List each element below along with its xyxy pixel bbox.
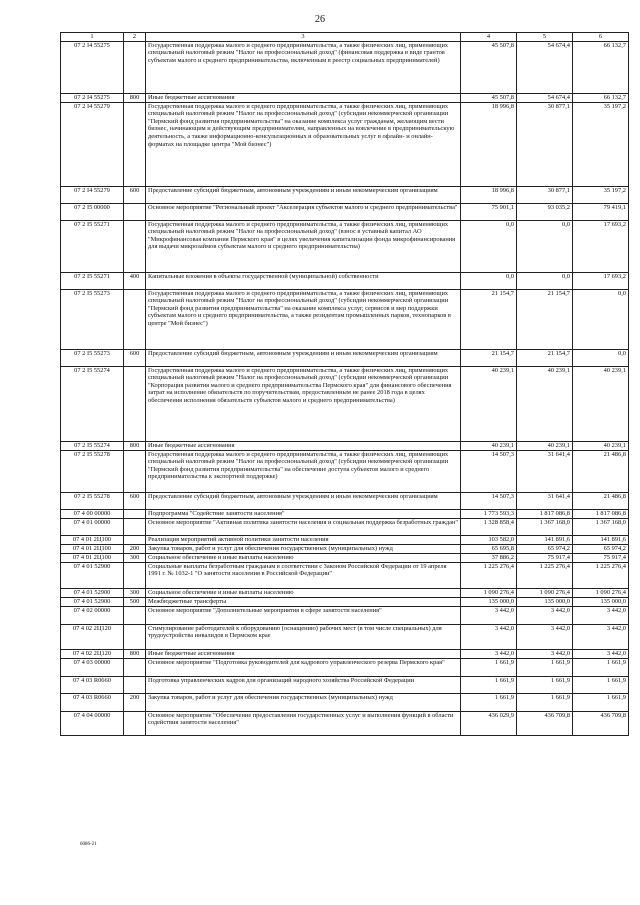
table-row (61, 606, 629, 624)
row-value-2: 1 661,9 (517, 693, 573, 711)
row-code: 07 4 01 00000 (61, 518, 124, 535)
row-value-3: 75 917,4 (573, 553, 629, 562)
row-value-3: 3 442,0 (573, 606, 629, 624)
row-expense-type: 200 (124, 693, 146, 711)
row-value-2: 40 239,1 (517, 366, 573, 441)
row-value-3: 17 693,2 (573, 272, 629, 289)
row-name: Государственная поддержка малого и среднего предпринимательства, а также физических лиц, применяющих специальный налоговый режим "Налог на профессиональный доход" (субсидии некоммерческой организации "Пермский фонд развития предпринимательства" на обеспечение доступа субъектов малого и среднего предпринимательства к экспортной поддержке) (146, 450, 461, 492)
row-expense-type: 300 (124, 553, 146, 562)
row-code: 07 4 00 00000 (61, 509, 124, 518)
row-value-2: 0,0 (517, 272, 573, 289)
row-code: 07 2 I5 55274 (61, 366, 124, 441)
row-name: Основное мероприятие "Обеспечение предоставления государственных услуг и выполнения функций в области содействия занятости населения" (146, 711, 461, 735)
table-row (61, 518, 629, 535)
row-value-3: 1 225 276,4 (573, 562, 629, 588)
row-expense-type (124, 518, 146, 535)
row-value-2: 436 709,8 (517, 711, 573, 735)
row-value-3: 40 239,1 (573, 441, 629, 450)
row-code: 07 2 I5 55273 (61, 289, 124, 349)
table-row (61, 349, 629, 366)
row-expense-type: 600 (124, 492, 146, 509)
row-value-1: 0,0 (461, 220, 517, 272)
row-value-1: 1 661,9 (461, 693, 517, 711)
table-row (61, 220, 629, 272)
row-expense-type (124, 624, 146, 649)
row-expense-type (124, 41, 146, 93)
table-row (61, 41, 629, 93)
row-value-1: 65 695,8 (461, 544, 517, 553)
row-name: Предоставление субсидий бюджетным, автономным учреждениям и иным некоммерческим организациям (146, 349, 461, 366)
column-header: 1 (61, 33, 124, 42)
row-value-2: 3 442,0 (517, 649, 573, 658)
row-value-3: 40 239,1 (573, 366, 629, 441)
row-expense-type (124, 203, 146, 220)
page-number: 26 (315, 14, 325, 25)
row-code: 07 4 03 00000 (61, 658, 124, 676)
row-value-1: 75 901,1 (461, 203, 517, 220)
column-header: 2 (124, 33, 146, 42)
table-row (61, 509, 629, 518)
row-code: 07 4 03 R0660 (61, 693, 124, 711)
row-expense-type (124, 220, 146, 272)
row-value-2: 31 641,4 (517, 492, 573, 509)
row-value-2: 30 877,1 (517, 186, 573, 203)
row-name: Государственная поддержка малого и среднего предпринимательства, а также физических лиц, применяющих специальный налоговый режим "Налог на профессиональный доход" (субсидии некоммерческой организации "Пермский фонд развития предпринимательства" на оказание комплекса услуг гражданам, желающим вести бизнес, начинающим и действующим предпринимателям, направленных на вовлечение в предпринимательскую деятельность, а также информационно-консультационных и образовательных услуг в офлайн- и онлайн-форматах на площадке центра "Мой бизнес") (146, 102, 461, 186)
row-value-2: 1 661,9 (517, 676, 573, 693)
table-row (61, 544, 629, 553)
table-row (61, 93, 629, 102)
row-name: Государственная поддержка малого и среднего предпринимательства, а также физических лиц, применяющих специальный налоговый режим "Налог на профессиональный доход" (субсидии некоммерческой организации "Корпорация развития малого и среднего предпринимательства Пермского края" для финансового обеспечения затрат на исполнение обязательств по поручительствам, предоставленным не ранее 2018 года в целях обеспечения исполнения обязательств субъектов малого и среднего предпринимательства) (146, 366, 461, 441)
row-value-3: 141 891,6 (573, 535, 629, 544)
row-value-1: 3 442,0 (461, 606, 517, 624)
row-value-3: 35 197,2 (573, 102, 629, 186)
row-value-2: 3 442,0 (517, 606, 573, 624)
row-value-2: 65 974,2 (517, 544, 573, 553)
row-code: 07 2 I5 55278 (61, 450, 124, 492)
row-code: 07 2 I4 55275 (61, 93, 124, 102)
row-value-1: 135 000,0 (461, 597, 517, 606)
document-code: 6086-21 (80, 842, 97, 847)
row-name: Социальное обеспечение и иные выплаты населению (146, 588, 461, 597)
row-name: Иные бюджетные ассигнования (146, 649, 461, 658)
row-name: Закупка товаров, работ и услуг для обеспечения государственных (муниципальных) нужд (146, 693, 461, 711)
table-row (61, 535, 629, 544)
row-code: 07 4 01 2Ц100 (61, 535, 124, 544)
row-code: 07 4 02 2Ц120 (61, 649, 124, 658)
table-row (61, 597, 629, 606)
row-name: Основное мероприятие "Подготовка руководителей для кадрового управленческого резерва Пермского края" (146, 658, 461, 676)
row-name: Иные бюджетные ассигнования (146, 93, 461, 102)
row-value-3: 1 661,9 (573, 658, 629, 676)
row-code: 07 2 I5 00000 (61, 203, 124, 220)
row-expense-type (124, 535, 146, 544)
row-expense-type (124, 289, 146, 349)
row-value-1: 21 154,7 (461, 289, 517, 349)
row-value-1: 0,0 (461, 272, 517, 289)
row-value-2: 75 917,4 (517, 553, 573, 562)
row-expense-type: 500 (124, 597, 146, 606)
row-code: 07 4 01 52900 (61, 588, 124, 597)
row-name: Реализация мероприятий активной политики занятости населения (146, 535, 461, 544)
row-expense-type: 300 (124, 588, 146, 597)
row-value-1: 21 154,7 (461, 349, 517, 366)
row-code: 07 2 I4 55279 (61, 186, 124, 203)
table-row (61, 624, 629, 649)
row-value-3: 135 000,0 (573, 597, 629, 606)
row-value-1: 40 239,1 (461, 441, 517, 450)
row-value-2: 93 035,2 (517, 203, 573, 220)
row-code: 07 4 02 2Ц120 (61, 624, 124, 649)
row-value-1: 1 773 593,3 (461, 509, 517, 518)
row-expense-type: 800 (124, 93, 146, 102)
row-expense-type (124, 606, 146, 624)
table-row (61, 102, 629, 186)
row-value-3: 1 090 276,4 (573, 588, 629, 597)
row-value-1: 1 661,9 (461, 676, 517, 693)
row-code: 07 2 I4 55275 (61, 41, 124, 93)
row-name: Стимулирование работодателей к оборудованию (оснащению) рабочих мест (в том числе специальных) для трудоустройства инвалидов в Пермском крае (146, 624, 461, 649)
column-header: 4 (461, 33, 517, 42)
row-value-2: 1 367 168,0 (517, 518, 573, 535)
row-value-3: 21 486,8 (573, 492, 629, 509)
row-code: 07 2 I5 55271 (61, 272, 124, 289)
row-value-1: 1 090 276,4 (461, 588, 517, 597)
row-name: Межбюджетные трансферты (146, 597, 461, 606)
row-name: Основное мероприятие "Активная политика занятости населения и социальная поддержка безработных граждан" (146, 518, 461, 535)
row-value-3: 1 817 086,8 (573, 509, 629, 518)
row-value-2: 3 442,0 (517, 624, 573, 649)
row-value-1: 45 507,8 (461, 41, 517, 93)
table-row (61, 272, 629, 289)
row-code: 07 4 01 52900 (61, 597, 124, 606)
table-row (61, 658, 629, 676)
row-value-2: 141 891,6 (517, 535, 573, 544)
row-value-3: 66 132,7 (573, 41, 629, 93)
row-value-2: 1 090 276,4 (517, 588, 573, 597)
row-expense-type (124, 676, 146, 693)
row-expense-type (124, 509, 146, 518)
table-header-row (61, 33, 629, 42)
table-row (61, 289, 629, 349)
row-name: Социальное обеспечение и иные выплаты населению (146, 553, 461, 562)
table-row (61, 441, 629, 450)
row-value-1: 37 886,2 (461, 553, 517, 562)
table-row (61, 588, 629, 597)
row-value-1: 1 661,9 (461, 658, 517, 676)
table-body (61, 41, 629, 735)
table-row (61, 693, 629, 711)
table-row (61, 553, 629, 562)
row-value-2: 54 674,4 (517, 41, 573, 93)
row-value-3: 17 693,2 (573, 220, 629, 272)
row-name: Предоставление субсидий бюджетным, автономным учреждениям и иным некоммерческим организациям (146, 492, 461, 509)
row-value-1: 103 582,0 (461, 535, 517, 544)
row-expense-type: 600 (124, 186, 146, 203)
table-row (61, 676, 629, 693)
column-header: 3 (146, 33, 461, 42)
row-expense-type: 800 (124, 441, 146, 450)
row-expense-type: 400 (124, 272, 146, 289)
row-value-1: 436 029,9 (461, 711, 517, 735)
row-name: Иные бюджетные ассигнования (146, 441, 461, 450)
table-row (61, 186, 629, 203)
row-value-2: 30 877,1 (517, 102, 573, 186)
column-header: 6 (573, 33, 629, 42)
row-value-2: 1 817 086,8 (517, 509, 573, 518)
table-row (61, 562, 629, 588)
row-expense-type (124, 562, 146, 588)
row-code: 07 4 02 00000 (61, 606, 124, 624)
row-name: Социальные выплаты безработным гражданам в соответствии с Законом Российской Федерации от 19 апреля 1991 г. № 1032-1 "О занятости населения в Российской Федерации" (146, 562, 461, 588)
row-value-2: 40 239,1 (517, 441, 573, 450)
row-code: 07 2 I5 55274 (61, 441, 124, 450)
row-code: 07 2 I5 55278 (61, 492, 124, 509)
row-value-3: 21 486,8 (573, 450, 629, 492)
row-value-1: 18 996,8 (461, 186, 517, 203)
row-value-2: 31 641,4 (517, 450, 573, 492)
row-name: Подпрограмма "Содействие занятости населения" (146, 509, 461, 518)
row-expense-type: 200 (124, 544, 146, 553)
row-expense-type: 800 (124, 649, 146, 658)
row-code: 07 4 01 2Ц100 (61, 544, 124, 553)
row-expense-type (124, 450, 146, 492)
row-name: Основное мероприятие "Региональный проект "Акселерация субъектов малого и среднего предпринимательства" (146, 203, 461, 220)
table-row (61, 711, 629, 735)
row-code: 07 4 04 00000 (61, 711, 124, 735)
row-value-2: 135 000,0 (517, 597, 573, 606)
row-value-3: 79 419,1 (573, 203, 629, 220)
row-value-1: 14 507,3 (461, 450, 517, 492)
row-value-2: 1 225 276,4 (517, 562, 573, 588)
row-name: Капитальные вложения в объекты государственной (муниципальной) собственности (146, 272, 461, 289)
row-value-3: 436 709,8 (573, 711, 629, 735)
row-value-2: 21 154,7 (517, 349, 573, 366)
row-expense-type (124, 102, 146, 186)
row-value-2: 21 154,7 (517, 289, 573, 349)
row-expense-type (124, 658, 146, 676)
table-row (61, 450, 629, 492)
row-expense-type: 600 (124, 349, 146, 366)
row-name: Основное мероприятие "Дополнительные мероприятия в сфере занятости населения" (146, 606, 461, 624)
row-value-1: 1 225 276,4 (461, 562, 517, 588)
row-value-1: 3 442,0 (461, 649, 517, 658)
row-value-3: 1 367 168,0 (573, 518, 629, 535)
row-value-3: 3 442,0 (573, 624, 629, 649)
table-row (61, 649, 629, 658)
row-code: 07 2 I5 55273 (61, 349, 124, 366)
row-value-3: 1 661,9 (573, 693, 629, 711)
row-code: 07 4 03 R0660 (61, 676, 124, 693)
row-value-3: 66 132,7 (573, 93, 629, 102)
row-value-3: 3 442,0 (573, 649, 629, 658)
row-value-2: 1 661,9 (517, 658, 573, 676)
row-value-3: 65 974,2 (573, 544, 629, 553)
table-row (61, 366, 629, 441)
row-value-3: 35 197,2 (573, 186, 629, 203)
budget-table (60, 32, 629, 736)
row-value-2: 54 674,4 (517, 93, 573, 102)
row-value-3: 0,0 (573, 289, 629, 349)
row-code: 07 2 I4 55279 (61, 102, 124, 186)
row-expense-type (124, 711, 146, 735)
row-value-1: 45 507,8 (461, 93, 517, 102)
row-code: 07 4 01 2Ц100 (61, 553, 124, 562)
row-value-2: 0,0 (517, 220, 573, 272)
row-expense-type (124, 366, 146, 441)
row-value-3: 1 661,9 (573, 676, 629, 693)
row-code: 07 2 I5 55271 (61, 220, 124, 272)
row-value-1: 40 239,1 (461, 366, 517, 441)
row-name: Государственная поддержка малого и среднего предпринимательства, а также физических лиц, применяющих специальный налоговый режим "Налог на профессиональный доход" (финансовая поддержка в виде грантов субъектам малого и среднего предпринимательства, включенным в реестр социальных предпринимателей) (146, 41, 461, 93)
row-name: Закупка товаров, работ и услуг для обеспечения государственных (муниципальных) нужд (146, 544, 461, 553)
row-value-1: 3 442,0 (461, 624, 517, 649)
row-value-1: 1 328 858,4 (461, 518, 517, 535)
table-row (61, 203, 629, 220)
row-value-1: 18 996,8 (461, 102, 517, 186)
table-row (61, 492, 629, 509)
row-name: Предоставление субсидий бюджетным, автономным учреждениям и иным некоммерческим организациям (146, 186, 461, 203)
row-name: Подготовка управленческих кадров для организаций народного хозяйства Российской Федерации (146, 676, 461, 693)
row-name: Государственная поддержка малого и среднего предпринимательства, а также физических лиц, применяющих специальный налоговый режим "Налог на профессиональный доход" (взнос в уставный капитал АО "Микрофинансовая компания Пермского края" в целях увеличения капитализации фонда микрофинансирования для выдачи микрозаймов субъектам малого и среднего предпринимательства) (146, 220, 461, 272)
row-value-1: 14 507,3 (461, 492, 517, 509)
row-value-3: 0,0 (573, 349, 629, 366)
row-name: Государственная поддержка малого и среднего предпринимательства, а также физических лиц, применяющих специальный налоговый режим "Налог на профессиональный доход" (субсидии некоммерческой организации "Пермский фонд развития предпринимательства" на оказание комплекса услуг, сервисов и мер поддержки субъектам малого и среднего предпринимательства, а также резидентам промышленных парков, технопарков в центре "Мой бизнес") (146, 289, 461, 349)
column-header: 5 (517, 33, 573, 42)
row-code: 07 4 01 52900 (61, 562, 124, 588)
